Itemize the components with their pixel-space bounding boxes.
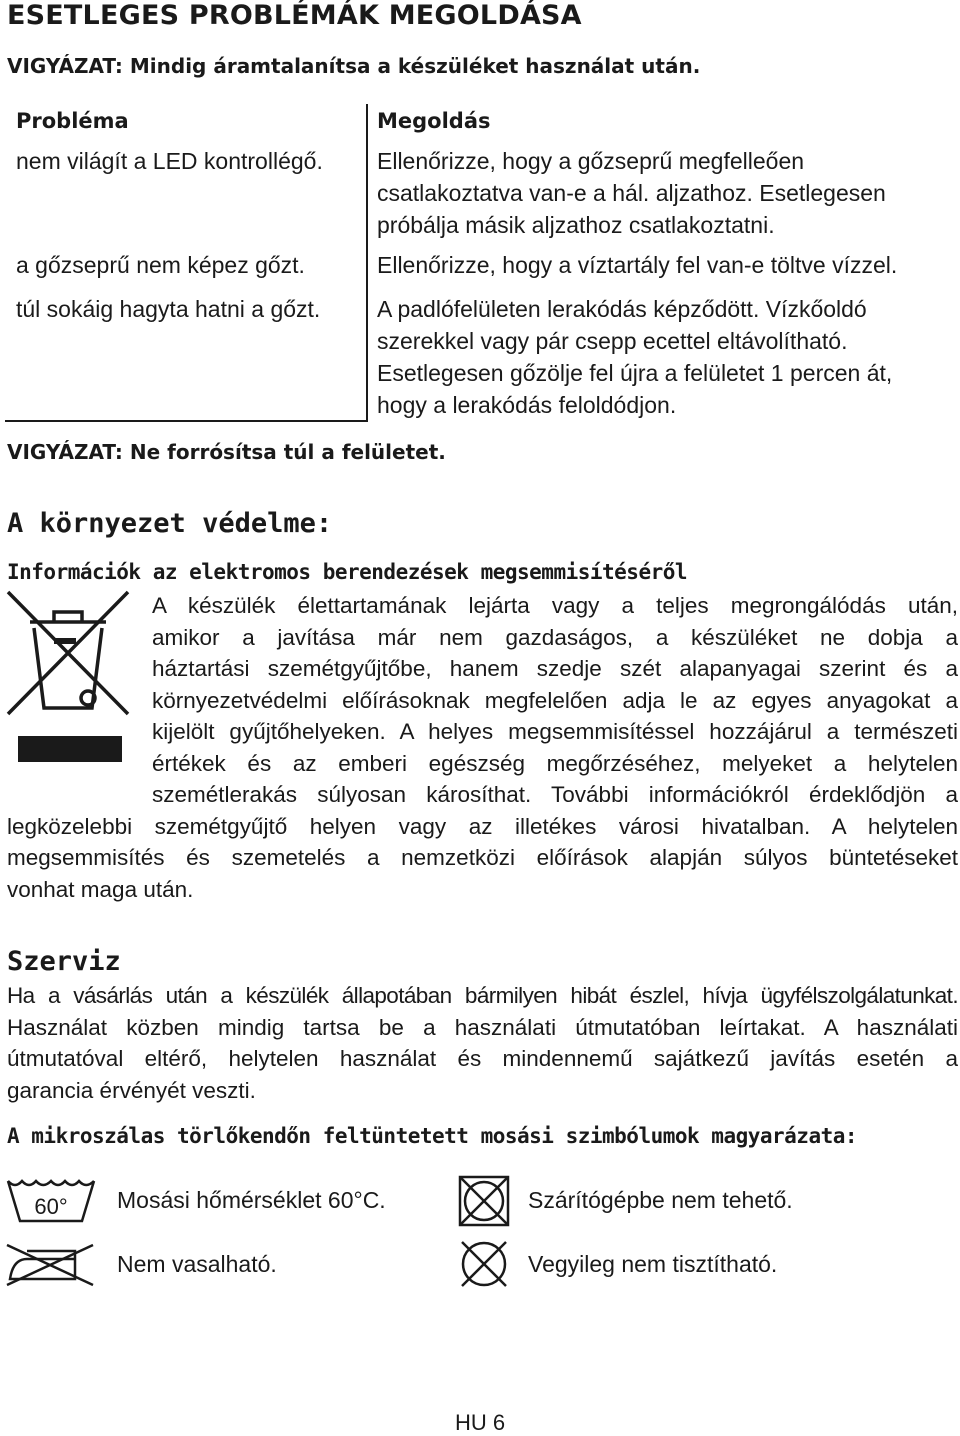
problem-2: a gőzseprű nem képez gőzt. — [16, 252, 305, 278]
no-iron-text: Nem vasalható. — [117, 1251, 277, 1277]
environment-heading: A környezet védelme: — [7, 508, 333, 539]
solution-3-line-2: szerekkel vagy pár csepp ecettel eltávolítható. — [377, 328, 848, 354]
page-title: ESETLEGES PROBLÉMÁK MEGOLDÁSA — [7, 0, 582, 31]
env-line: amikor a javítása már nem gazdaságos, a készüléket ne dobja a — [152, 624, 958, 650]
wash-60-icon — [5, 1178, 97, 1224]
symbols-heading: A mikroszálas törlőkendőn feltüntetett mosási szimbólumok magyarázata: — [7, 1124, 858, 1148]
table-divider-vertical — [366, 104, 368, 422]
warning-overheat: VIGYÁZAT: Ne forrósítsa túl a felületet. — [7, 440, 446, 464]
env-line: kijelölt gyűjtőhelyeken. A helyes megsemmisítéssel hozzájárul a természeti — [152, 719, 958, 744]
service-line: garancia érvényét veszti. — [7, 1077, 256, 1103]
env-line: környezetvédelmi előírásoknak megfelelően adja le az egyes anyagokat a — [152, 687, 958, 713]
solution-3-line-3: Esetlegesen gőzölje fel újra a felületet 1 percen át, — [377, 360, 893, 386]
env-line: vonhat maga után. — [7, 876, 194, 902]
env-line: megsemmisítés és szemetelés a nemzetközi előírások alapján súlyos büntetéseket — [7, 845, 958, 870]
env-line: A készülék élettartamának lejárta vagy a teljes megrongálódás után, — [152, 593, 958, 618]
env-line: háztartási szemétgyűjtőbe, hanem szedje szét alapanyagai szerint és a — [152, 656, 958, 681]
page-number: HU 6 — [454, 1410, 506, 1435]
solution-2-line-1: Ellenőrizze, hogy a víztartály fel van-e töltve vízzel. — [377, 252, 898, 278]
problem-3: túl sokáig hagyta hatni a gőzt. — [16, 296, 321, 322]
no-dry-clean-icon — [458, 1238, 510, 1290]
environment-text-indented — [152, 590, 958, 811]
service-heading: Szerviz — [7, 946, 121, 977]
wash-temperature-label: 60° — [34, 1194, 68, 1219]
service-line: Használat közben mindig tartsa be a használati útmutatóban leírtakat. A használati — [7, 1014, 958, 1040]
troubleshooting-table — [5, 104, 941, 422]
crossed-bin-icon — [6, 590, 130, 775]
service-line: Ha a vásárlás után a készülék állapotában bármilyen hibát észlel, hívja ügyfélszolgálatunkat. — [7, 983, 958, 1008]
wash-text: Mosási hőmérséklet 60°C. — [117, 1187, 386, 1213]
solution-3-line-1: A padlófelületen lerakódás képződött. Vízkőoldó — [377, 296, 867, 322]
service-text — [7, 980, 958, 1106]
service-line: útmutatóval eltérő, helytelen használat és mindennemű sajátkezű javítás esetén a — [7, 1046, 958, 1071]
no-iron-icon — [5, 1243, 95, 1287]
problem-1: nem világít a LED kontrollégő. — [16, 148, 323, 174]
no-tumble-dry-icon — [458, 1175, 510, 1227]
env-line: szemétlerakás súlyosan károsíthat. További információkról érdeklődjön a — [152, 782, 958, 807]
env-line: legközelebbi szemétgyűjtő helyen vagy az illetékes városi hivatalban. A helytelen — [7, 813, 958, 839]
header-problem: Probléma — [16, 109, 129, 133]
environment-text-full — [7, 811, 958, 906]
warning-unplug: VIGYÁZAT: Mindig áramtalanítsa a készüléket használat után. — [7, 54, 701, 78]
solution-1-line-2: csatlakoztatva van-e a hál. aljzathoz. Esetlegesen — [377, 180, 886, 206]
solution-1-line-3: próbálja másik aljzathoz csatlakoztatni. — [377, 212, 775, 238]
env-line: értékek és az emberi egészség megőrzéséhez, melyeket a helytelen — [152, 750, 958, 776]
environment-subheading: Információk az elektromos berendezések megsemmisítéséről — [7, 560, 688, 584]
solution-1-line-1: Ellenőrizze, hogy a gőzseprű megfelleően — [377, 148, 805, 174]
table-divider-horizontal — [5, 420, 366, 422]
header-solution: Megoldás — [377, 109, 491, 133]
no-tumble-dry-text: Szárítógépbe nem tehető. — [528, 1187, 793, 1213]
no-dry-clean-text: Vegyileg nem tisztítható. — [528, 1251, 778, 1277]
solution-3-line-4: hogy a lerakódás feloldódjon. — [377, 392, 677, 418]
